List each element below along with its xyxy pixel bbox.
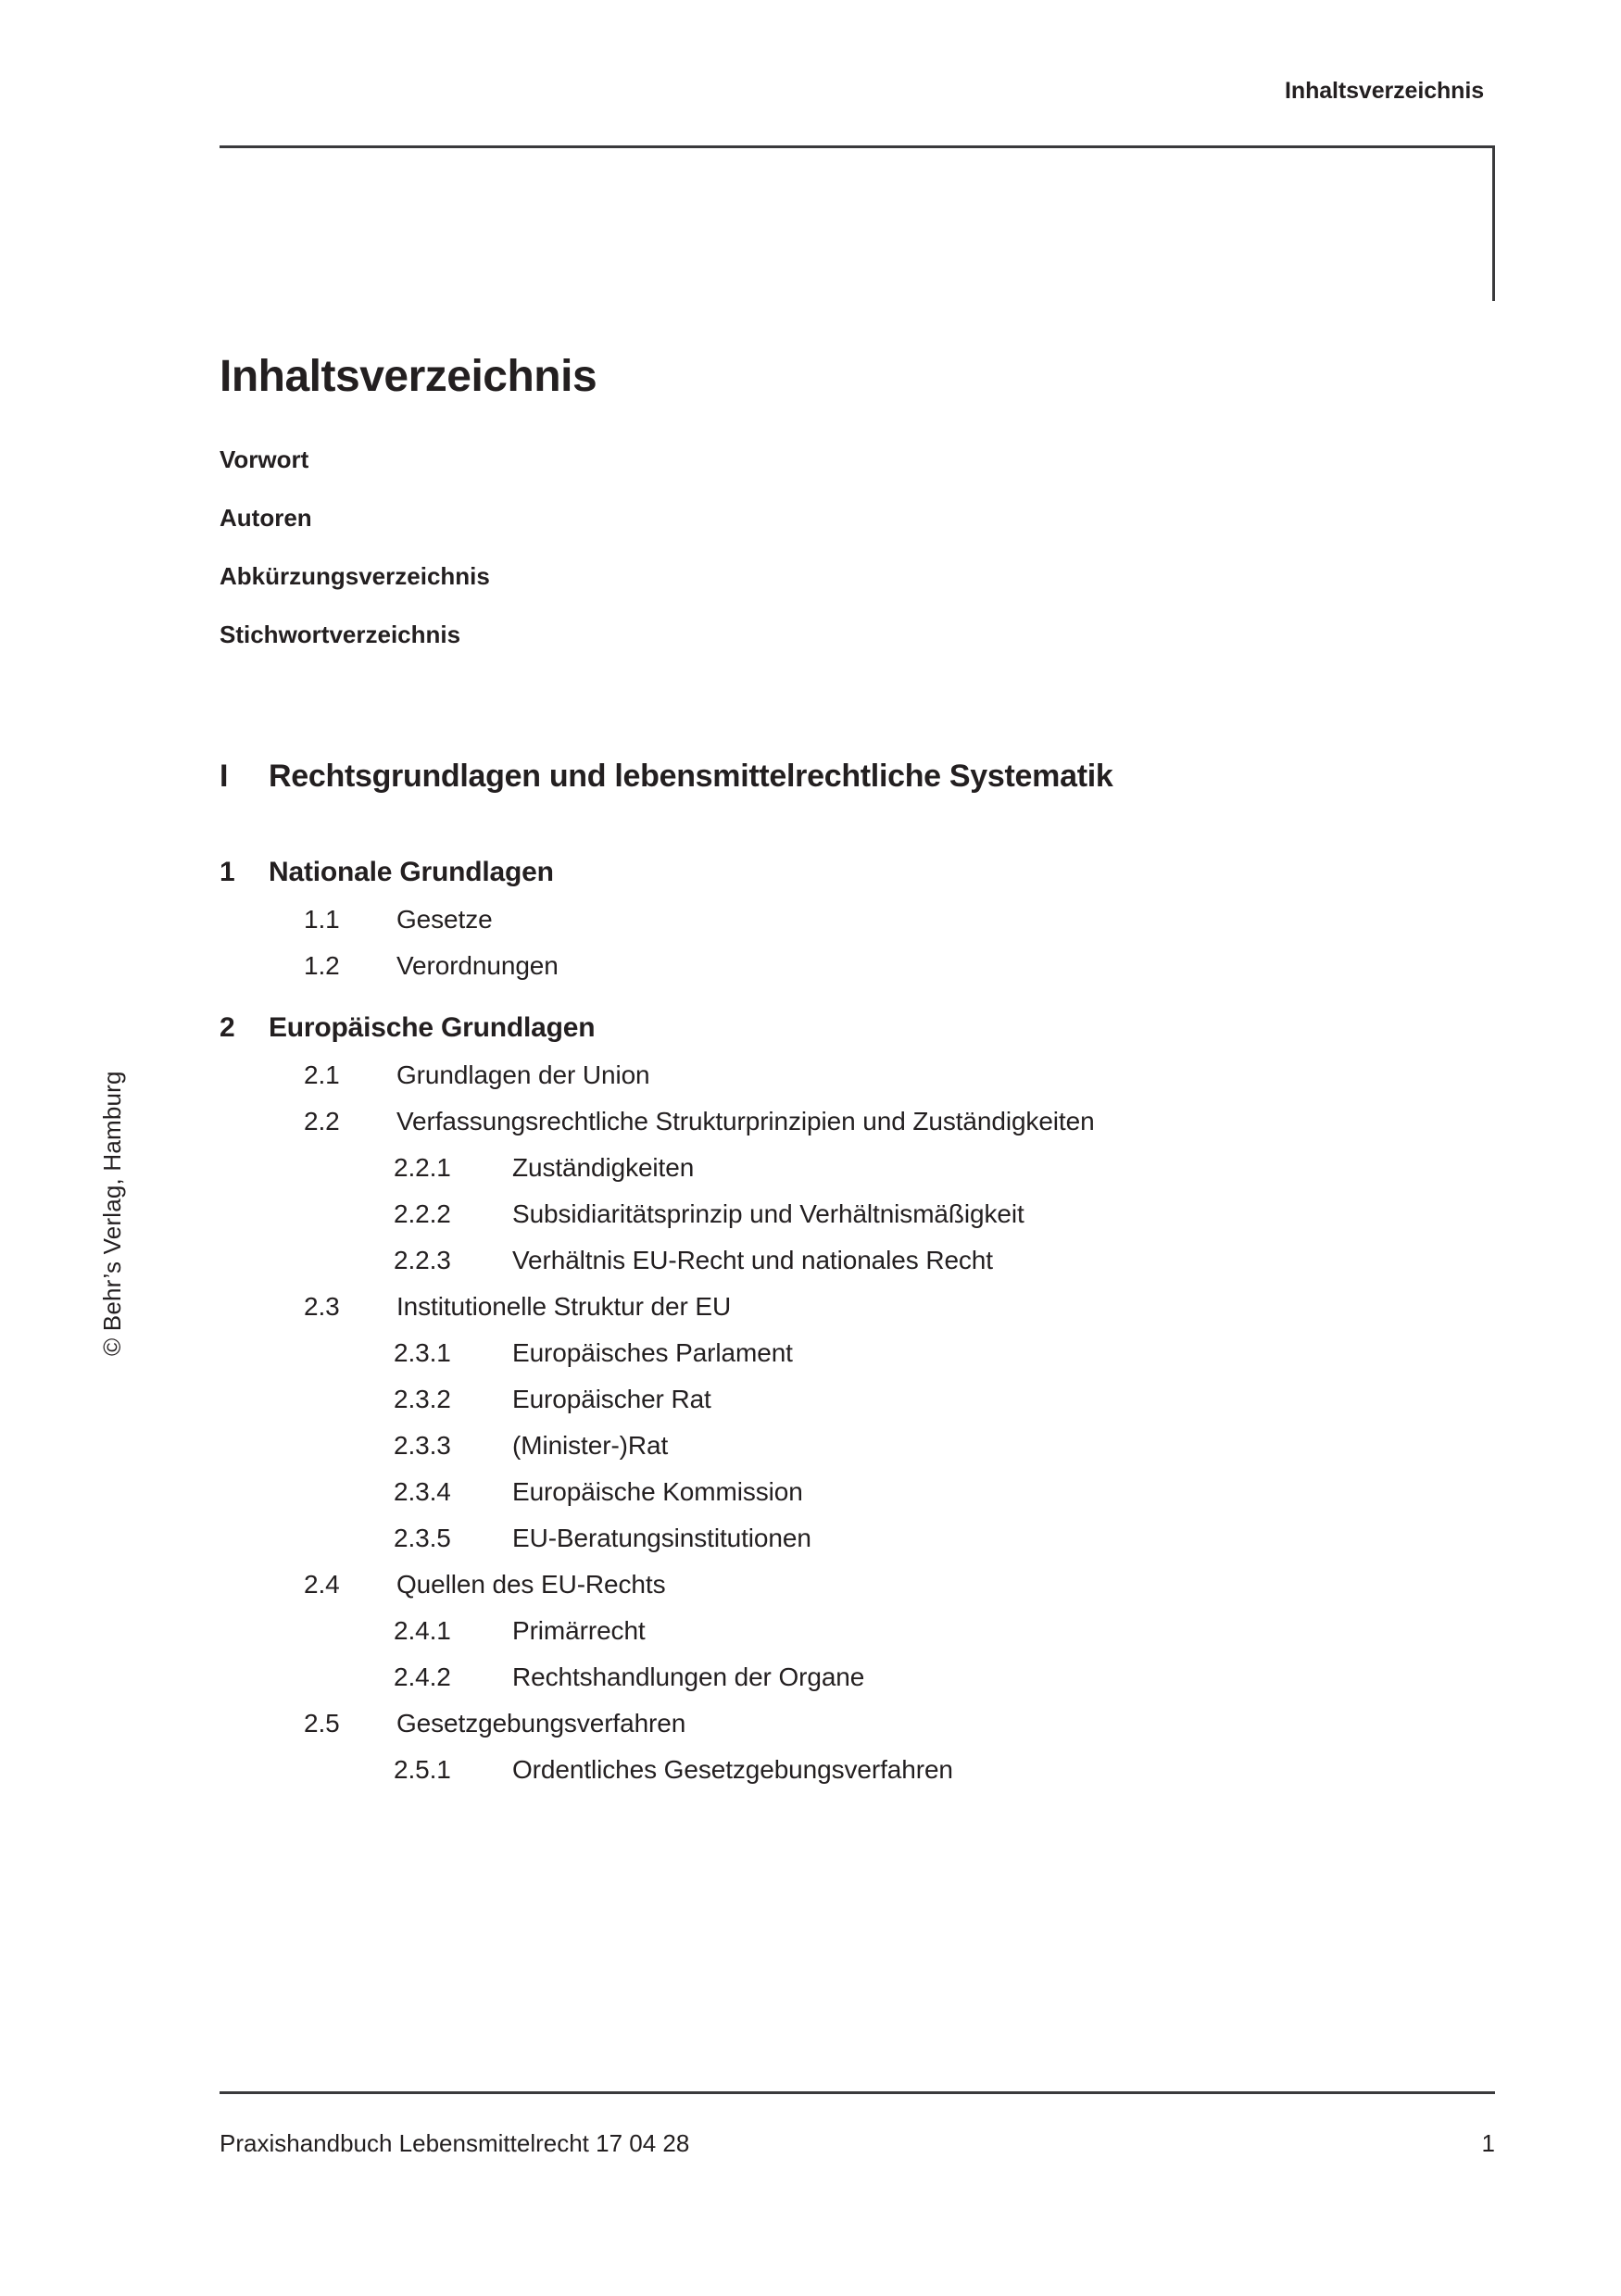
frontmatter-item[interactable]: Vorwort [220, 445, 309, 473]
toc-entry-number: 2.1 [304, 1060, 340, 1089]
frontmatter-item[interactable]: Autoren [220, 504, 312, 532]
toc-entry-number: 2 [220, 1012, 235, 1043]
toc-entry-number: 2.4 [304, 1570, 340, 1599]
toc-entry-label: Institutionelle Struktur der EU [396, 1292, 732, 1321]
toc-entry-label: Europäische Grundlagen [269, 1012, 596, 1043]
page-title: Inhaltsverzeichnis [220, 352, 597, 402]
footer-page-number: 1 [1481, 2129, 1495, 2157]
toc-entry-label: Europäisches Parlament [512, 1338, 793, 1367]
frontmatter-item[interactable]: Stichwortverzeichnis [220, 621, 461, 648]
running-header: Inhaltsverzeichnis [1285, 78, 1484, 104]
toc-entry-label: Subsidiaritätsprinzip und Verhältnismäßigkeit [512, 1199, 1024, 1228]
footer-rule [220, 2091, 1495, 2094]
toc-entry-label: Primärrecht [512, 1616, 646, 1645]
toc-entry-label: Ordentliches Gesetzgebungsverfahren [512, 1755, 953, 1784]
toc-entry[interactable] [220, 1201, 1498, 1227]
toc-entry-number: 2.3.3 [394, 1431, 451, 1460]
header-rule-right-tick [1492, 145, 1495, 301]
toc-entry-number: 2.3.1 [394, 1338, 451, 1367]
toc-entry[interactable] [220, 953, 1498, 979]
toc-entry[interactable] [220, 1386, 1498, 1412]
toc-entry[interactable] [220, 1664, 1498, 1690]
toc-entry-number: 2.5 [304, 1709, 340, 1738]
footer-title: Praxishandbuch Lebensmittelrecht 17 04 28 [220, 2129, 690, 2157]
toc-entry[interactable] [220, 1618, 1498, 1644]
toc-entry-number: 2.2.1 [394, 1153, 451, 1182]
header-rule [220, 145, 1495, 148]
toc-entry-number: 1.2 [304, 951, 340, 980]
copyright-notice: © Behr’s Verlag, Hamburg [98, 1071, 126, 1356]
toc-entry-label: Grundlagen der Union [396, 1060, 650, 1089]
toc-entry-label: (Minister-)Rat [512, 1431, 669, 1460]
frontmatter-item[interactable]: Abkürzungsverzeichnis [220, 562, 490, 590]
toc-entry-number: 2.2.3 [394, 1246, 451, 1274]
toc-entry[interactable] [220, 1757, 1498, 1783]
toc-entry[interactable] [220, 1155, 1498, 1181]
toc-entry[interactable] [220, 1711, 1498, 1737]
toc-entry[interactable] [220, 1294, 1498, 1320]
toc-entry[interactable] [220, 1433, 1498, 1459]
toc-entry[interactable] [220, 1479, 1498, 1505]
toc-entry[interactable] [220, 907, 1498, 933]
toc-entry-number: 2.3.4 [394, 1477, 451, 1506]
part-title: Rechtsgrundlagen und lebensmittelrechtliche Systematik [269, 759, 1113, 794]
toc-entry[interactable] [220, 859, 1498, 886]
toc-entry-label: EU-Beratungsinstitutionen [512, 1524, 811, 1552]
toc-entry-number: 2.4.2 [394, 1662, 451, 1691]
toc-entry-label: Rechtshandlungen der Organe [512, 1662, 865, 1691]
toc-entry-number: 1.1 [304, 905, 340, 934]
page-footer [220, 2129, 1495, 2158]
toc-entry-number: 1 [220, 857, 235, 887]
table-of-contents [220, 859, 1498, 1803]
toc-entry-label: Nationale Grundlagen [269, 857, 554, 887]
toc-entry-number: 2.3.5 [394, 1524, 451, 1552]
toc-entry[interactable] [220, 1525, 1498, 1551]
toc-entry-number: 2.2 [304, 1107, 340, 1135]
toc-entry-label: Quellen des EU-Rechts [396, 1570, 666, 1599]
toc-entry[interactable] [220, 1572, 1498, 1598]
toc-entry[interactable] [220, 1109, 1498, 1135]
part-heading [220, 760, 1498, 792]
toc-entry-number: 2.2.2 [394, 1199, 451, 1228]
toc-entry-label: Verfassungsrechtliche Strukturprinzipien und Zuständigkeiten [396, 1107, 1095, 1135]
toc-entry-label: Europäische Kommission [512, 1477, 803, 1506]
toc-entry[interactable] [220, 1248, 1498, 1273]
toc-entry-label: Verordnungen [396, 951, 559, 980]
frontmatter-list [220, 447, 1146, 681]
toc-entry-number: 2.3.2 [394, 1385, 451, 1413]
toc-entry-label: Verhältnis EU-Recht und nationales Recht [512, 1246, 993, 1274]
toc-entry-number: 2.4.1 [394, 1616, 451, 1645]
toc-entry[interactable] [220, 1014, 1498, 1042]
side-credit-area [0, 0, 126, 2296]
toc-entry-label: Europäischer Rat [512, 1385, 711, 1413]
toc-entry-number: 2.5.1 [394, 1755, 451, 1784]
toc-entry[interactable] [220, 1340, 1498, 1366]
toc-entry[interactable] [220, 1062, 1498, 1088]
toc-entry-label: Zuständigkeiten [512, 1153, 695, 1182]
toc-entry-label: Gesetzgebungsverfahren [396, 1709, 686, 1738]
toc-entry-label: Gesetze [396, 905, 493, 934]
part-number: I [220, 759, 229, 794]
toc-entry-number: 2.3 [304, 1292, 340, 1321]
